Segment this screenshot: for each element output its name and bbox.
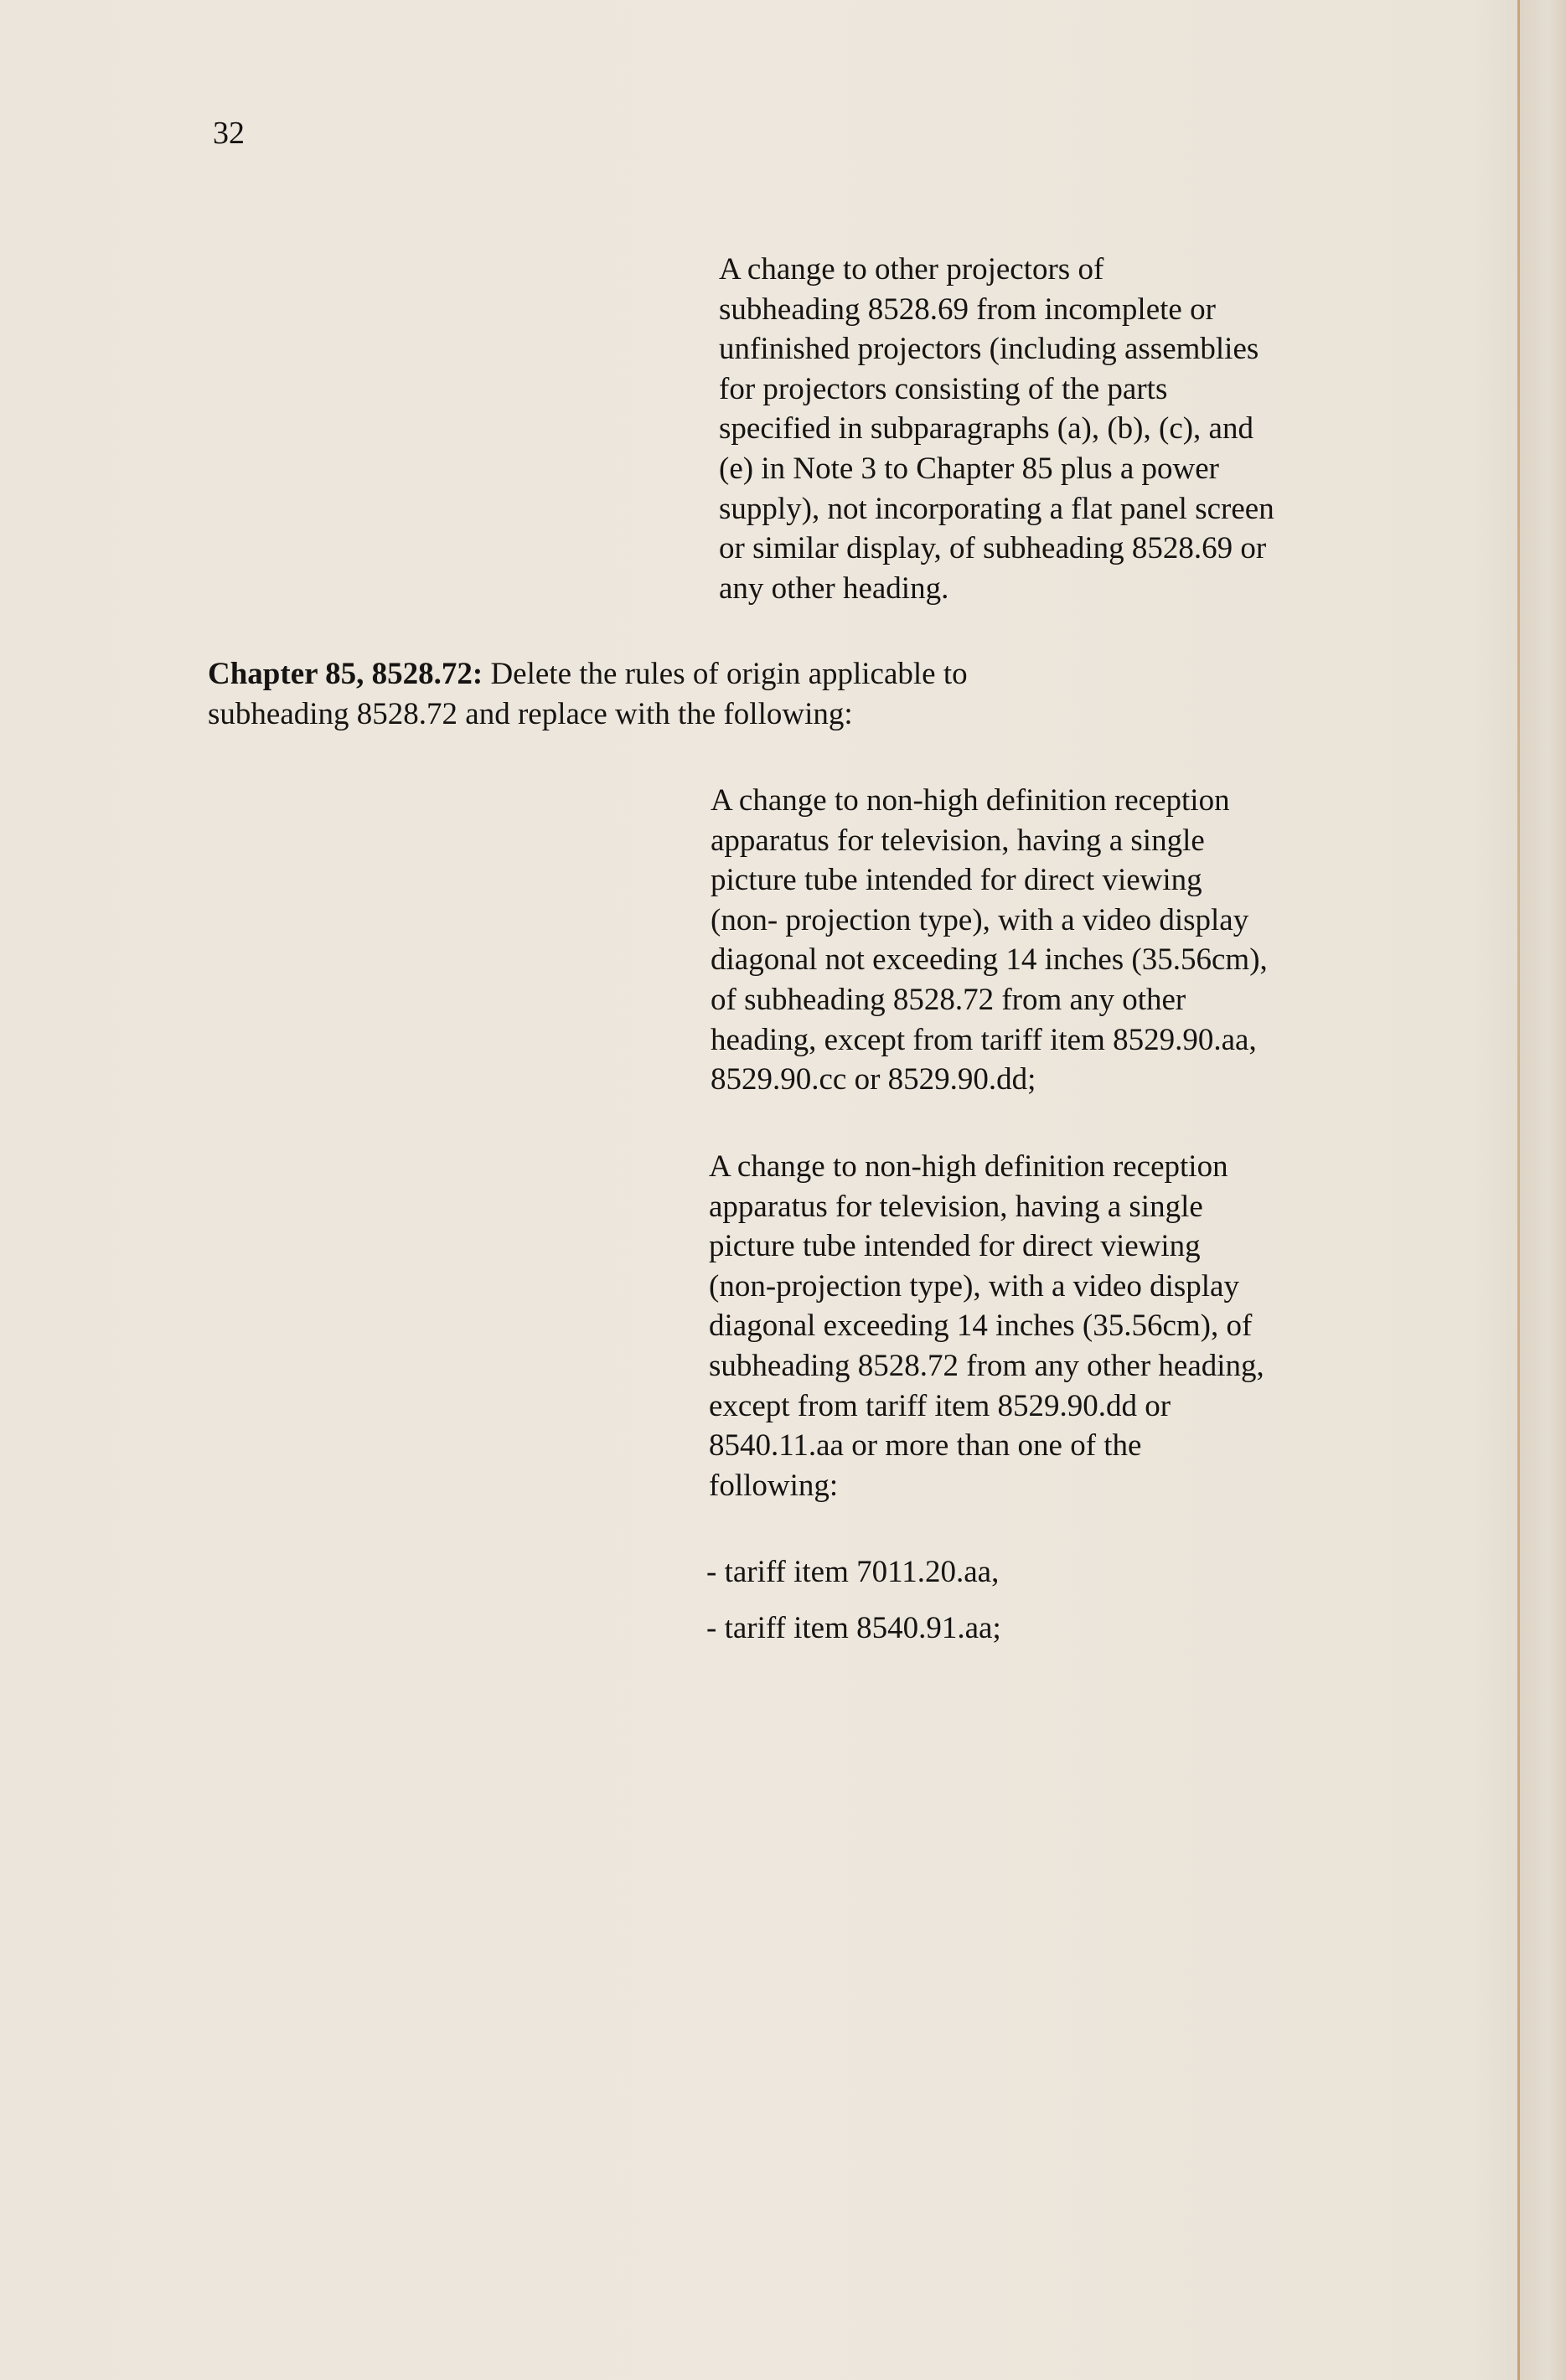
list-item: - tariff item 8540.91.aa;: [706, 1611, 1001, 1645]
list-item: - tariff item 7011.20.aa,: [706, 1555, 1000, 1589]
rule-paragraph-8528-72-a: A change to non-high definition reception apparatus for television, having a single picture tube intended for direct viewing (non- projection type), with a video display diagonal not exceeding 14 inches (35.56cm), of subheading 8528.72 from any other heading, except from tariff item 8529.90.aa, 8529.90.cc or 8529.90.dd;: [711, 783, 1268, 1097]
rule-paragraph-8528-72-b: A change to non-high definition reception apparatus for television, having a single picture tube intended for direct viewing (non-projection type), with a video display diagonal exceeding 14 inches (35.56cm), of subheading 8528.72 from any other heading, except from tariff item 8529.90.dd or 8540.11.aa or more than one of the following:: [709, 1149, 1264, 1503]
chapter-heading-paragraph: [208, 654, 1079, 734]
chapter-heading-text: Delete the rules of origin applicable to subheading 8528.72 and replace with the following:: [208, 657, 968, 731]
rule-paragraph-8528-69: A change to other projectors of subheading 8528.69 from incomplete or unfinished projectors (including assemblies for projectors consisting of the parts specified in subparagraphs (a), (b), (c), and (e) in Note 3 to Chapter 85 plus a power supply), not incorporating a flat panel screen or similar display, of subheading 8528.69 or any other heading.: [719, 252, 1274, 606]
chapter-heading-label: Chapter 85, 8528.72:: [208, 657, 483, 691]
page-edge-strip: [1520, 0, 1566, 2380]
page-number: 32: [213, 116, 245, 151]
